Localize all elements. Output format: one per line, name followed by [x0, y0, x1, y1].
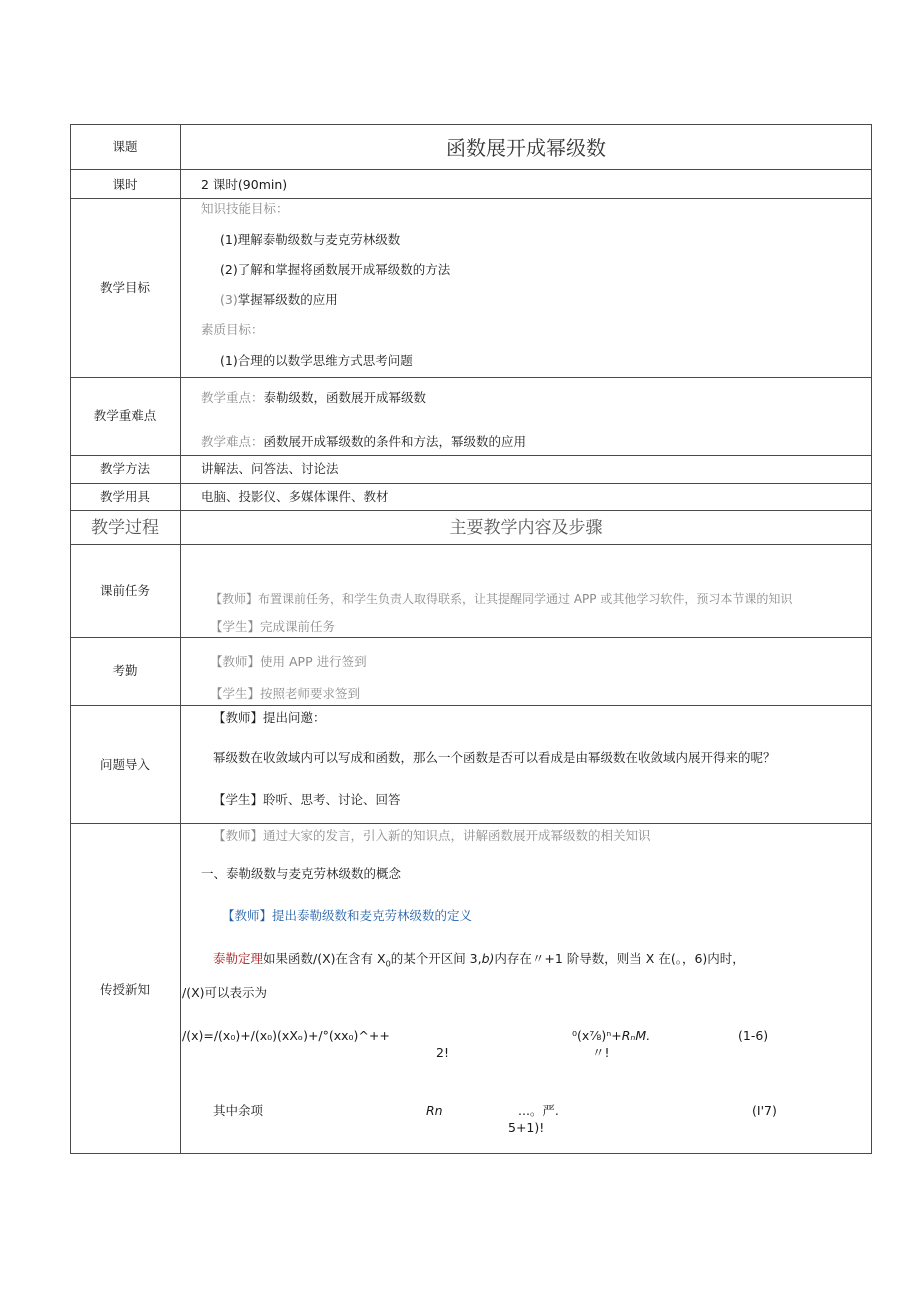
- intro-teacher: 【教师】提出问邀：: [213, 710, 326, 725]
- lesson-title: 函数展开成幂级数: [446, 136, 606, 160]
- row-label-keypoints: 教学重难点: [93, 408, 157, 423]
- theorem-text: 内存在〃+1 阶导数，则当 X 在(。，6)内时，: [494, 951, 745, 966]
- difficulty-text: 函数展开成幂级数的条件和方法，幂级数的应用: [263, 434, 527, 449]
- focus-label: 教学重点：: [201, 390, 264, 405]
- methods-value: 讲解法、问答法、讨论法: [201, 461, 339, 476]
- taylor-formula-left: /(x)=/(x₀)+/(x₀)(xXₒ)+/°(xx₀)^++: [182, 1028, 390, 1043]
- difficulty-label: 教学难点：: [201, 434, 264, 449]
- tools-value: 电脑、投影仪、多媒体课件、教材: [201, 489, 389, 504]
- table-line: [871, 124, 872, 1154]
- intro-question: 幂级数在收敛域内可以写成和函数，那么一个函数是否可以看成是由幂级数在收敛域内展开得来的呢？: [213, 750, 776, 765]
- attendance-student: 【学生】按照老师要求签到: [210, 686, 361, 701]
- table-line: [70, 705, 872, 706]
- theorem-label: 泰勒定理: [213, 951, 264, 966]
- table-line: [70, 169, 872, 170]
- theorem-line-2: /(X)可以表示为: [182, 985, 268, 1000]
- table-line: [70, 198, 872, 199]
- hours-value: 2 课时(90min): [201, 177, 288, 192]
- new-knowledge-teacher: 【教师】通过大家的发言，引入新的知识点，讲解函数展开成幂级数的相关知识: [213, 828, 651, 843]
- quality-heading: 素质目标：: [201, 322, 264, 337]
- objective-item: [220, 294, 338, 307]
- taylor-formula-right: [572, 1030, 650, 1043]
- table-line: [70, 1153, 872, 1154]
- objective-item: (1)理解泰勒级数与麦克劳林级数: [220, 232, 401, 247]
- taylor-formula-denominator-2: 〃!: [592, 1045, 610, 1060]
- quality-item: (1)合理的以数学思维方式思考问题: [220, 353, 413, 368]
- row-label-hours: 课时: [112, 177, 138, 192]
- attendance-teacher: 【教师】使用 APP 进行签到: [210, 654, 367, 669]
- row-label-title: 课题: [112, 139, 138, 154]
- focus-line: [201, 392, 426, 405]
- row-label-attendance: 考勤: [112, 663, 138, 678]
- equation-number: (I'7): [752, 1103, 777, 1118]
- row-label-objectives: 教学目标: [99, 280, 150, 295]
- equation-number: (1-6): [738, 1028, 769, 1043]
- knowledge-heading: 知识技能目标：: [201, 201, 289, 216]
- table-line: [70, 544, 872, 545]
- theorem-text: b): [481, 951, 495, 966]
- remainder-symbol: Rn: [426, 1103, 443, 1118]
- definition-teacher: 【教师】提出泰勒级数和麦克劳林级数的定义: [222, 908, 473, 923]
- objective-item-number: (3): [220, 292, 238, 307]
- remainder-denominator: 5+1)!: [508, 1120, 545, 1135]
- row-label-tools: 教学用具: [99, 489, 150, 504]
- row-label-pre-task: 课前任务: [99, 583, 150, 598]
- table-line: [70, 124, 872, 125]
- table-line: [70, 823, 872, 824]
- taylor-formula-denominator: 2!: [436, 1045, 449, 1060]
- table-line: [180, 124, 181, 1154]
- table-line: [70, 124, 71, 1154]
- remainder-fraction: ...。严.: [518, 1103, 559, 1118]
- intro-student: 【学生】聆听、思考、讨论、回答: [213, 792, 401, 807]
- theorem-subscript: 0: [385, 959, 391, 969]
- theorem-line: [213, 953, 745, 969]
- pre-task-teacher: 【教师】布置课前任务，和学生负责人取得联系，让其提醒同学通过 APP 或其他学习软件，预习本节课的知识: [210, 592, 793, 606]
- table-line: [70, 510, 872, 511]
- focus-text: 泰勒级数，函数展开成幂级数: [263, 390, 427, 405]
- taylor-formula-term: ⁰(x⅞)ⁿ+: [572, 1028, 622, 1043]
- theorem-text: 如果函数/(X)在含有 X: [263, 951, 386, 966]
- section-title: 一、泰勒级数与麦克劳林级数的概念: [201, 866, 402, 881]
- table-line: [70, 455, 872, 456]
- process-header-right: 主要教学内容及步骤: [449, 518, 603, 538]
- objective-item: (2)了解和掌握将函数展开成幂级数的方法: [220, 262, 451, 277]
- row-label-methods: 教学方法: [99, 461, 150, 476]
- objective-item-text: 掌握幂级数的应用: [237, 292, 338, 307]
- row-label-new-knowledge: 传授新知: [99, 982, 150, 997]
- difficulty-line: [201, 436, 526, 449]
- table-line: [70, 637, 872, 638]
- theorem-text: 的某个开区间 3,: [390, 951, 482, 966]
- pre-task-student: 【学生】完成课前任务: [210, 619, 336, 634]
- table-line: [70, 377, 872, 378]
- table-line: [70, 483, 872, 484]
- row-label-intro: 问题导入: [99, 757, 150, 772]
- taylor-formula-remainder: RₙM.: [621, 1028, 651, 1043]
- remainder-label: 其中余项: [213, 1103, 264, 1118]
- process-header-left: 教学过程: [91, 518, 159, 538]
